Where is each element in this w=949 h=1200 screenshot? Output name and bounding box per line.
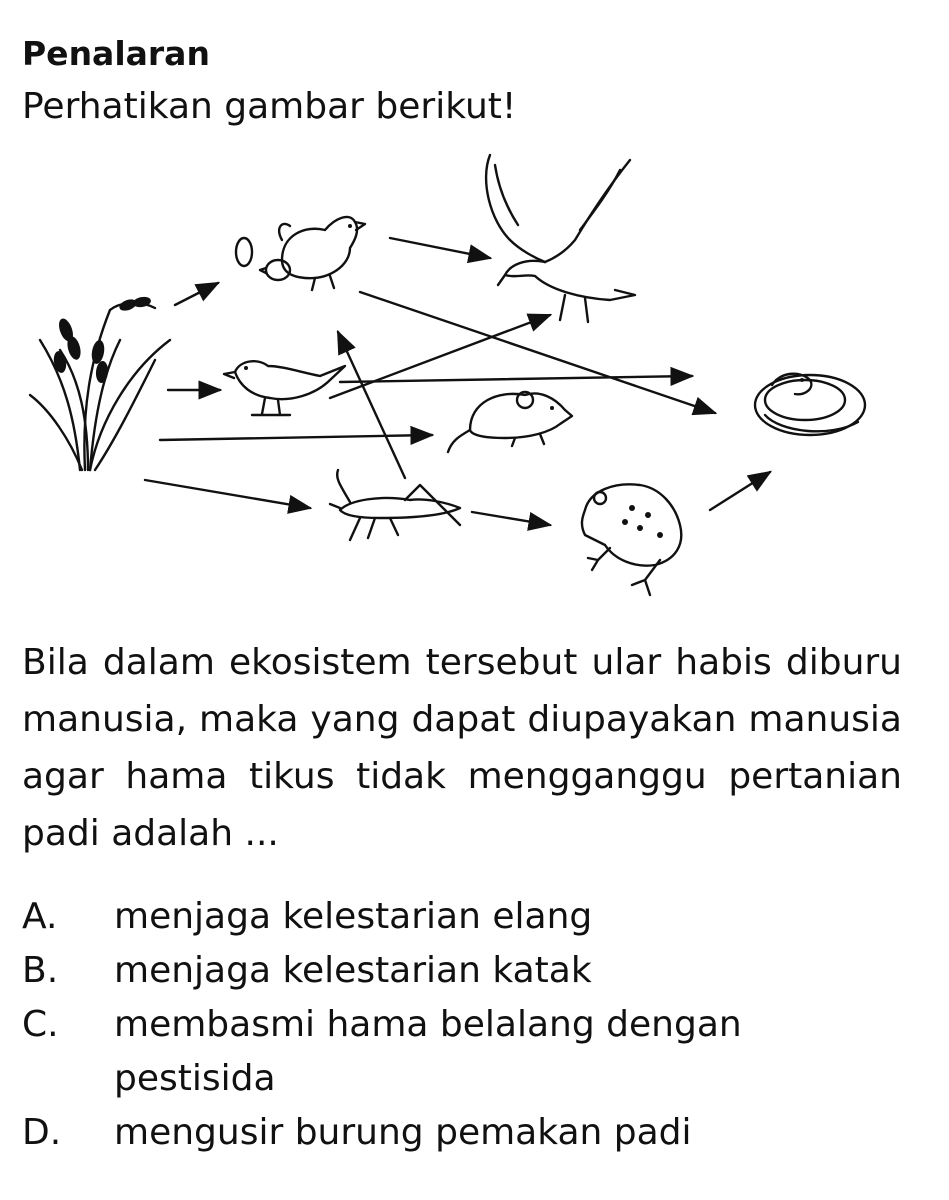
option-letter: C.: [22, 1004, 59, 1045]
option-text: menjaga kelestarian elang: [114, 896, 593, 937]
instruction-text: Perhatikan gambar berikut!: [22, 86, 517, 127]
mouse-icon: [448, 392, 572, 452]
snake-icon: [755, 374, 865, 435]
option-text: membasmi hama belalang dengan pestisida: [114, 1004, 742, 1099]
option-text: mengusir burung pemakan padi: [114, 1112, 692, 1153]
option-letter: A.: [22, 896, 58, 937]
option-c[interactable]: [22, 998, 902, 1106]
option-b[interactable]: [22, 944, 902, 998]
section-title: Penalaran: [22, 34, 210, 73]
answer-options: [22, 890, 902, 1160]
chicken-icon: [236, 217, 365, 290]
frog-icon: [582, 484, 681, 595]
grasshopper-icon: [330, 470, 460, 540]
option-letter: B.: [22, 950, 59, 991]
option-d[interactable]: [22, 1106, 902, 1160]
question-text: Bila dalam ekosistem tersebut ular habis diburu manusia, maka yang dapat diupayakan manusia agar hama tikus tidak mengganggu pertanian padi adalah ...: [22, 642, 902, 854]
sparrow-icon: [224, 361, 345, 415]
eagle-icon: [486, 155, 635, 322]
option-a[interactable]: [22, 890, 902, 944]
food-web-diagram: [20, 140, 920, 610]
option-text: menjaga kelestarian katak: [114, 950, 592, 991]
rice-plant-icon: [30, 296, 170, 470]
option-letter: D.: [22, 1112, 62, 1153]
